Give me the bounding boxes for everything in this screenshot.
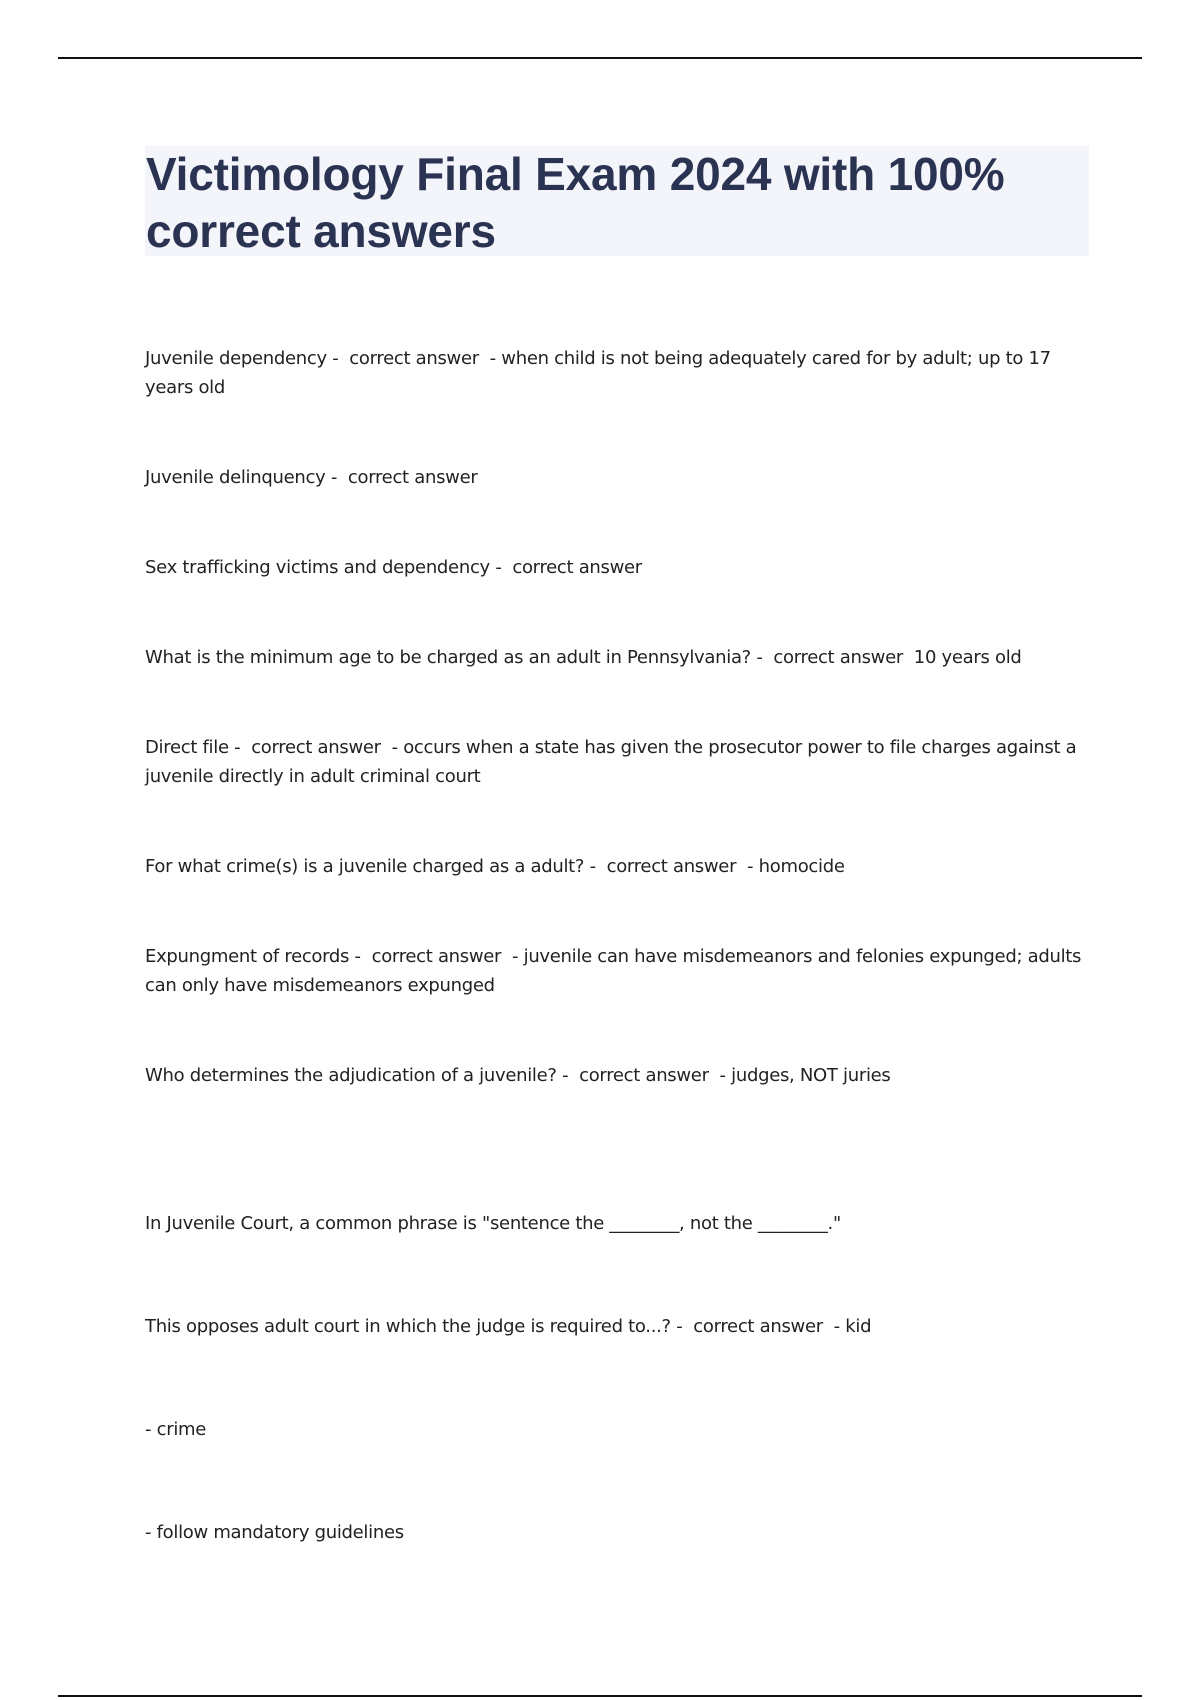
qa-item-juvenile-dependency: Juvenile dependency - correct answer - when child is not being adequately cared for by adult; up to 17 years old [145,348,1057,398]
qa-item-juvenile-delinquency: Juvenile delinquency - correct answer [145,467,478,488]
title-banner [145,146,1089,256]
qa-line-crime: - crime [145,1419,207,1440]
qa-item-juvenile-adult-crime: For what crime(s) is a juvenile charged as a adult? - correct answer - homocide [145,856,845,877]
qa-item-direct-file: Direct file - correct answer - occurs when a state has given the prosecutor power to file charges against a juvenile directly in adult criminal court [145,737,1082,787]
qa-item-sentence-phrase [145,1151,1090,1605]
qa-item-sex-trafficking: Sex trafficking victims and dependency - correct answer [145,557,642,578]
qa-line-question: In Juvenile Court, a common phrase is "sentence the ________, not the ________." [145,1213,841,1234]
document-title: Victimology Final Exam 2024 with 100% correct answers [146,148,1005,257]
bottom-rule [58,1695,1142,1697]
top-rule [58,57,1142,59]
qa-item-adjudication: Who determines the adjudication of a juvenile? - correct answer - judges, NOT juries [145,1065,891,1086]
qa-line-guidelines: - follow mandatory guidelines [145,1522,404,1543]
qa-item-minimum-age: What is the minimum age to be charged as an adult in Pennsylvania? - correct answer 10 years old [145,647,1022,668]
qa-line-answer: This opposes adult court in which the judge is required to...? - correct answer - kid [145,1316,872,1337]
qa-list [145,344,1090,1605]
qa-item-expungment: Expungment of records - correct answer - juvenile can have misdemeanors and felonies expunged; adults can only have misdemeanors expunged [145,946,1087,996]
